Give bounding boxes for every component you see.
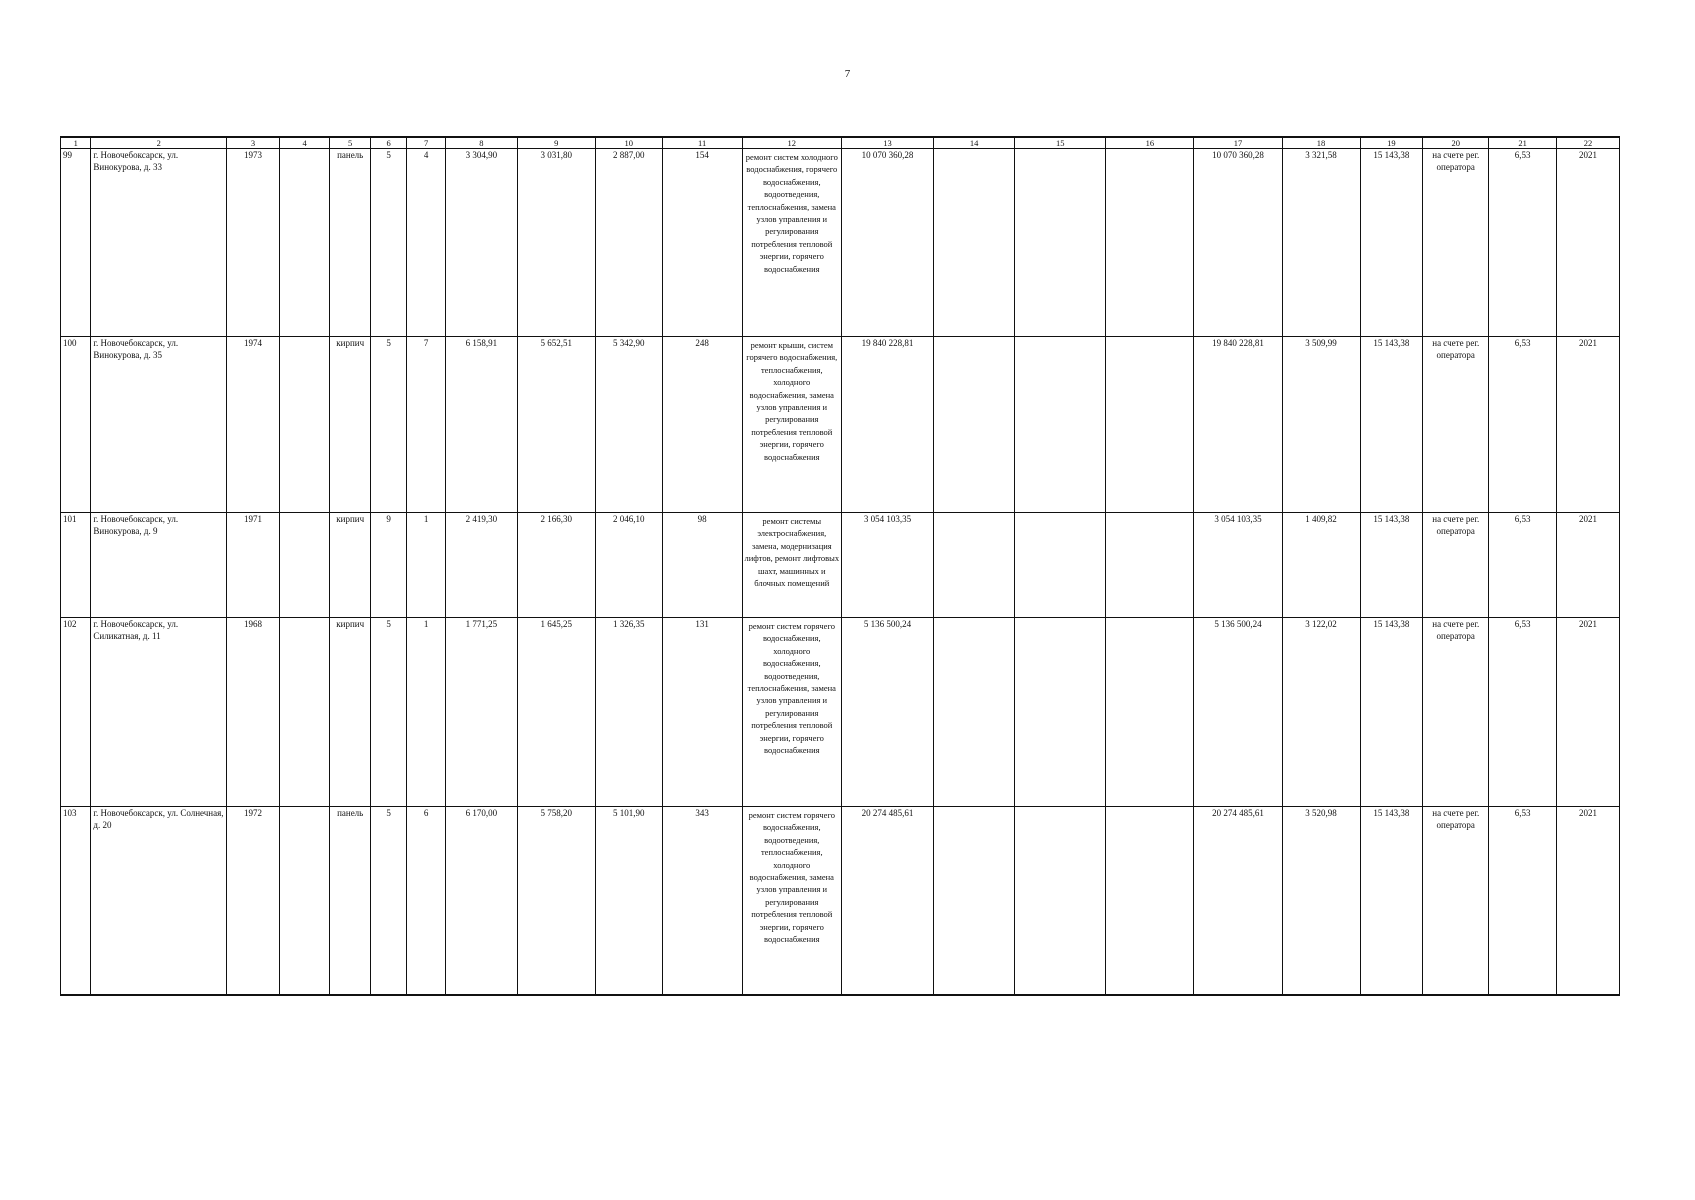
address-cell: г. Новочебоксарск, ул. Винокурова, д. 9 <box>91 513 227 618</box>
year-cell: 1973 <box>227 149 280 337</box>
wall-material-cell: панель <box>330 807 371 996</box>
residents-cell: 131 <box>662 618 742 807</box>
works-cell: ремонт системы электроснабжения, замена, модернизация лифтов, ремонт лифтовых шахт, машинных и блочных помещений <box>742 513 841 618</box>
header-cell: 11 <box>662 137 742 149</box>
fund-method-cell: на счете рег. оператора <box>1423 337 1489 513</box>
header-row <box>61 137 1620 149</box>
header-cell: 1 <box>61 137 91 149</box>
wall-material-cell: кирпич <box>330 337 371 513</box>
column-15-cell <box>1015 149 1106 337</box>
total-area-cell: 6 158,91 <box>445 337 517 513</box>
column-16-cell <box>1106 149 1194 337</box>
header-cell: 7 <box>407 137 445 149</box>
header-cell: 20 <box>1423 137 1489 149</box>
table-row <box>61 513 1620 618</box>
living-area-cell: 5 652,51 <box>517 337 595 513</box>
total-area-cell: 6 170,00 <box>445 807 517 996</box>
residents-cell: 248 <box>662 337 742 513</box>
total-area-cell: 2 419,30 <box>445 513 517 618</box>
owners-cost-cell: 19 840 228,81 <box>1194 337 1282 513</box>
address-cell: г. Новочебоксарск, ул. Винокурова, д. 33 <box>91 149 227 337</box>
fund-method-cell: на счете рег. оператора <box>1423 513 1489 618</box>
residents-cell: 154 <box>662 149 742 337</box>
header-cell: 22 <box>1557 137 1620 149</box>
limit-cost-cell: 15 143,38 <box>1360 807 1423 996</box>
limit-cost-cell: 15 143,38 <box>1360 149 1423 337</box>
header-cell: 9 <box>517 137 595 149</box>
column-14-cell <box>934 513 1015 618</box>
contribution-cell: 6,53 <box>1489 807 1557 996</box>
fund-method-cell: на счете рег. оператора <box>1423 618 1489 807</box>
repair-program-table-wrapper <box>60 136 1620 996</box>
end-year-cell: 2021 <box>1557 337 1620 513</box>
page-number: 7 <box>844 68 851 80</box>
living-area-cell: 5 758,20 <box>517 807 595 996</box>
table-row <box>61 807 1620 996</box>
header-cell: 12 <box>742 137 841 149</box>
living-area-cell: 2 166,30 <box>517 513 595 618</box>
header-cell: 8 <box>445 137 517 149</box>
header-cell: 2 <box>91 137 227 149</box>
header-cell: 3 <box>227 137 280 149</box>
header-cell: 17 <box>1194 137 1282 149</box>
works-cell: ремонт систем горячего водоснабжения, холодного водоснабжения, водоотведения, теплоснабжения, замена узлов управления и регулирования потребления тепловой энергии, горячего водоснабжения <box>742 618 841 807</box>
header-cell: 10 <box>595 137 662 149</box>
owners-cost-cell: 20 274 485,61 <box>1194 807 1282 996</box>
floors-cell: 9 <box>370 513 406 618</box>
end-year-cell: 2021 <box>1557 618 1620 807</box>
total-area-cell: 3 304,90 <box>445 149 517 337</box>
column-15-cell <box>1015 618 1106 807</box>
wall-material-cell: кирпич <box>330 513 371 618</box>
header-cell: 14 <box>934 137 1015 149</box>
column-14-cell <box>934 337 1015 513</box>
entrances-cell: 1 <box>407 618 445 807</box>
cost-cell: 3 054 103,35 <box>841 513 933 618</box>
owned-area-cell: 5 342,90 <box>595 337 662 513</box>
residents-cell: 98 <box>662 513 742 618</box>
column-4-cell <box>279 149 330 337</box>
address-cell: г. Новочебоксарск, ул. Силикатная, д. 11 <box>91 618 227 807</box>
floors-cell: 5 <box>370 807 406 996</box>
column-16-cell <box>1106 513 1194 618</box>
column-16-cell <box>1106 807 1194 996</box>
column-4-cell <box>279 513 330 618</box>
total-area-cell: 1 771,25 <box>445 618 517 807</box>
year-cell: 1968 <box>227 618 280 807</box>
unit-cost-cell: 3 122,02 <box>1282 618 1360 807</box>
entrances-cell: 4 <box>407 149 445 337</box>
works-cell: ремонт систем холодного водоснабжения, горячего водоснабжения, водоотведения, теплоснабжения, замена узлов управления и регулирования потребления тепловой энергии, горячего водоснабжения <box>742 149 841 337</box>
column-4-cell <box>279 807 330 996</box>
contribution-cell: 6,53 <box>1489 149 1557 337</box>
column-4-cell <box>279 337 330 513</box>
year-cell: 1974 <box>227 337 280 513</box>
end-year-cell: 2021 <box>1557 149 1620 337</box>
unit-cost-cell: 3 520,98 <box>1282 807 1360 996</box>
limit-cost-cell: 15 143,38 <box>1360 618 1423 807</box>
row-number: 102 <box>61 618 91 807</box>
column-4-cell <box>279 618 330 807</box>
table-row <box>61 618 1620 807</box>
cost-cell: 19 840 228,81 <box>841 337 933 513</box>
entrances-cell: 1 <box>407 513 445 618</box>
repair-program-table <box>60 136 1620 996</box>
works-cell: ремонт систем горячего водоснабжения, водоотведения, теплоснабжения, холодного водоснабжения, замена узлов управления и регулирования потребления тепловой энергии, горячего водоснабжения <box>742 807 841 996</box>
row-number: 99 <box>61 149 91 337</box>
floors-cell: 5 <box>370 618 406 807</box>
row-number: 101 <box>61 513 91 618</box>
owners-cost-cell: 3 054 103,35 <box>1194 513 1282 618</box>
contribution-cell: 6,53 <box>1489 618 1557 807</box>
header-cell: 6 <box>370 137 406 149</box>
fund-method-cell: на счете рег. оператора <box>1423 149 1489 337</box>
unit-cost-cell: 3 509,99 <box>1282 337 1360 513</box>
entrances-cell: 6 <box>407 807 445 996</box>
limit-cost-cell: 15 143,38 <box>1360 337 1423 513</box>
header-cell: 13 <box>841 137 933 149</box>
entrances-cell: 7 <box>407 337 445 513</box>
header-cell: 18 <box>1282 137 1360 149</box>
header-cell: 15 <box>1015 137 1106 149</box>
living-area-cell: 1 645,25 <box>517 618 595 807</box>
limit-cost-cell: 15 143,38 <box>1360 513 1423 618</box>
address-cell: г. Новочебоксарск, ул. Солнечная, д. 20 <box>91 807 227 996</box>
header-cell: 19 <box>1360 137 1423 149</box>
column-14-cell <box>934 149 1015 337</box>
wall-material-cell: панель <box>330 149 371 337</box>
row-number: 103 <box>61 807 91 996</box>
cost-cell: 20 274 485,61 <box>841 807 933 996</box>
column-15-cell <box>1015 807 1106 996</box>
column-16-cell <box>1106 337 1194 513</box>
row-number: 100 <box>61 337 91 513</box>
unit-cost-cell: 3 321,58 <box>1282 149 1360 337</box>
year-cell: 1971 <box>227 513 280 618</box>
living-area-cell: 3 031,80 <box>517 149 595 337</box>
unit-cost-cell: 1 409,82 <box>1282 513 1360 618</box>
works-cell: ремонт крыши, систем горячего водоснабжения, теплоснабжения, холодного водоснабжения, замена узлов управления и регулирования потребления тепловой энергии, горячего водоснабжения <box>742 337 841 513</box>
end-year-cell: 2021 <box>1557 807 1620 996</box>
fund-method-cell: на счете рег. оператора <box>1423 807 1489 996</box>
residents-cell: 343 <box>662 807 742 996</box>
header-cell: 5 <box>330 137 371 149</box>
cost-cell: 10 070 360,28 <box>841 149 933 337</box>
header-cell: 4 <box>279 137 330 149</box>
owned-area-cell: 2 046,10 <box>595 513 662 618</box>
column-14-cell <box>934 807 1015 996</box>
column-15-cell <box>1015 337 1106 513</box>
column-14-cell <box>934 618 1015 807</box>
floors-cell: 5 <box>370 149 406 337</box>
cost-cell: 5 136 500,24 <box>841 618 933 807</box>
owned-area-cell: 2 887,00 <box>595 149 662 337</box>
owned-area-cell: 5 101,90 <box>595 807 662 996</box>
header-cell: 21 <box>1489 137 1557 149</box>
contribution-cell: 6,53 <box>1489 513 1557 618</box>
table-row <box>61 149 1620 337</box>
column-16-cell <box>1106 618 1194 807</box>
header-cell: 16 <box>1106 137 1194 149</box>
owned-area-cell: 1 326,35 <box>595 618 662 807</box>
address-cell: г. Новочебоксарск, ул. Винокурова, д. 35 <box>91 337 227 513</box>
column-15-cell <box>1015 513 1106 618</box>
end-year-cell: 2021 <box>1557 513 1620 618</box>
wall-material-cell: кирпич <box>330 618 371 807</box>
table-row <box>61 337 1620 513</box>
contribution-cell: 6,53 <box>1489 337 1557 513</box>
year-cell: 1972 <box>227 807 280 996</box>
floors-cell: 5 <box>370 337 406 513</box>
owners-cost-cell: 5 136 500,24 <box>1194 618 1282 807</box>
owners-cost-cell: 10 070 360,28 <box>1194 149 1282 337</box>
